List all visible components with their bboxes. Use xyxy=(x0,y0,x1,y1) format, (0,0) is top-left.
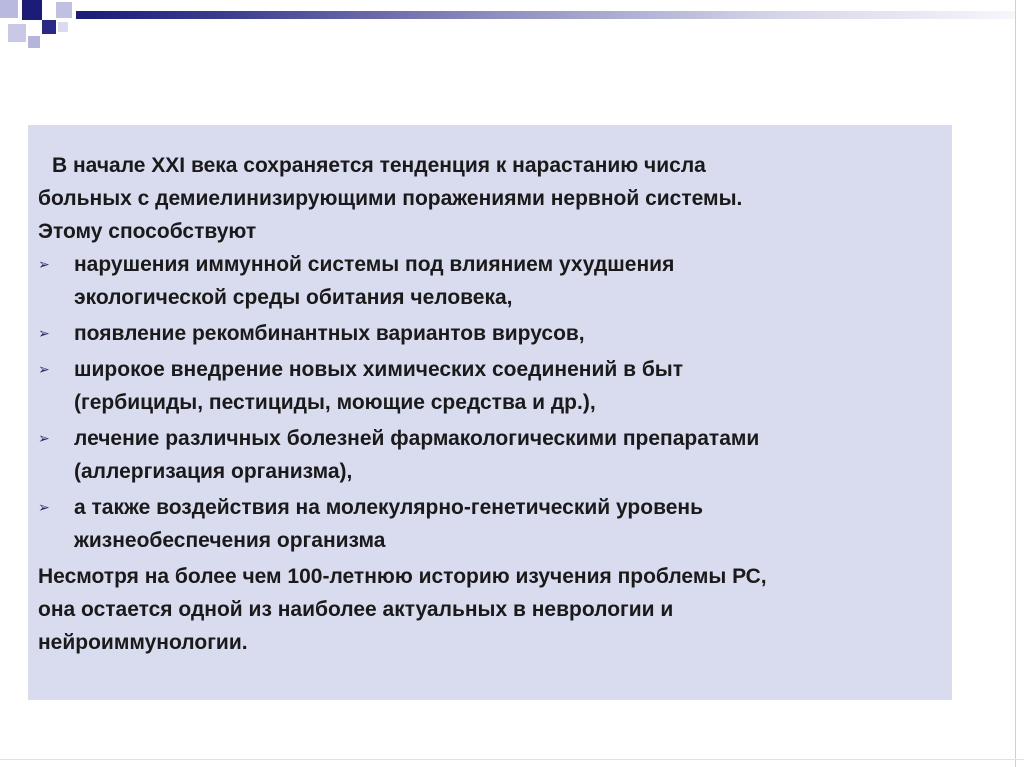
arrow-bullet-icon: ➢ xyxy=(38,430,50,446)
list-item xyxy=(38,422,938,488)
intro-paragraph xyxy=(38,149,938,248)
bullet-line: (аллергизация организма), xyxy=(74,460,353,483)
bullet-line: а также воздействия на молекулярно-генетический уровень xyxy=(74,496,703,519)
slide-border-right xyxy=(1015,0,1016,767)
bullet-line: появление рекомбинантных вариантов вирусов, xyxy=(74,322,585,345)
closing-line-1: Несмотря на более чем 100-летнюю историю изучения проблемы РС, xyxy=(38,565,767,588)
arrow-bullet-icon: ➢ xyxy=(38,325,50,341)
decor-square xyxy=(56,2,72,18)
closing-paragraph xyxy=(38,560,938,659)
decor-square xyxy=(22,0,42,20)
bullet-line: (гербициды, пестициды, моющие средства и др.), xyxy=(74,391,596,414)
content-panel xyxy=(28,125,952,700)
bullet-line: широкое внедрение новых химических соединений в быт xyxy=(74,358,684,381)
closing-line-2: она остается одной из наиболее актуальных в неврологии и xyxy=(38,598,674,621)
bullet-line: экологической среды обитания человека, xyxy=(74,286,513,309)
list-item xyxy=(38,317,938,350)
slide-text xyxy=(38,149,938,659)
decor-square xyxy=(8,24,26,42)
arrow-bullet-icon: ➢ xyxy=(38,361,50,377)
arrow-bullet-icon: ➢ xyxy=(38,256,50,272)
decorative-squares-logo xyxy=(0,0,80,60)
bullet-line: нарушения иммунной системы под влиянием ухудшения xyxy=(74,253,675,276)
arrow-bullet-icon: ➢ xyxy=(38,499,50,515)
decor-square xyxy=(58,22,68,32)
header-gradient-bar xyxy=(76,11,1016,19)
list-item xyxy=(38,491,938,557)
closing-line-3: нейроиммунологии. xyxy=(38,631,248,654)
decor-square xyxy=(42,20,56,34)
decor-square xyxy=(28,36,40,48)
intro-line-2: больных с демиелинизирующими поражениями нервной системы. xyxy=(38,187,743,210)
bullet-line: лечение различных болезней фармакологическими препаратами xyxy=(74,427,760,450)
list-item xyxy=(38,248,938,314)
bullet-list xyxy=(38,248,938,557)
slide-border-bottom xyxy=(0,759,1024,760)
intro-line-3: Этому способствуют xyxy=(38,220,257,243)
bullet-line: жизнеобеспечения организма xyxy=(74,529,386,552)
intro-line-1: В начале XXI века сохраняется тенденция к нарастанию числа xyxy=(52,154,706,177)
list-item xyxy=(38,353,938,419)
decor-square xyxy=(0,0,18,18)
